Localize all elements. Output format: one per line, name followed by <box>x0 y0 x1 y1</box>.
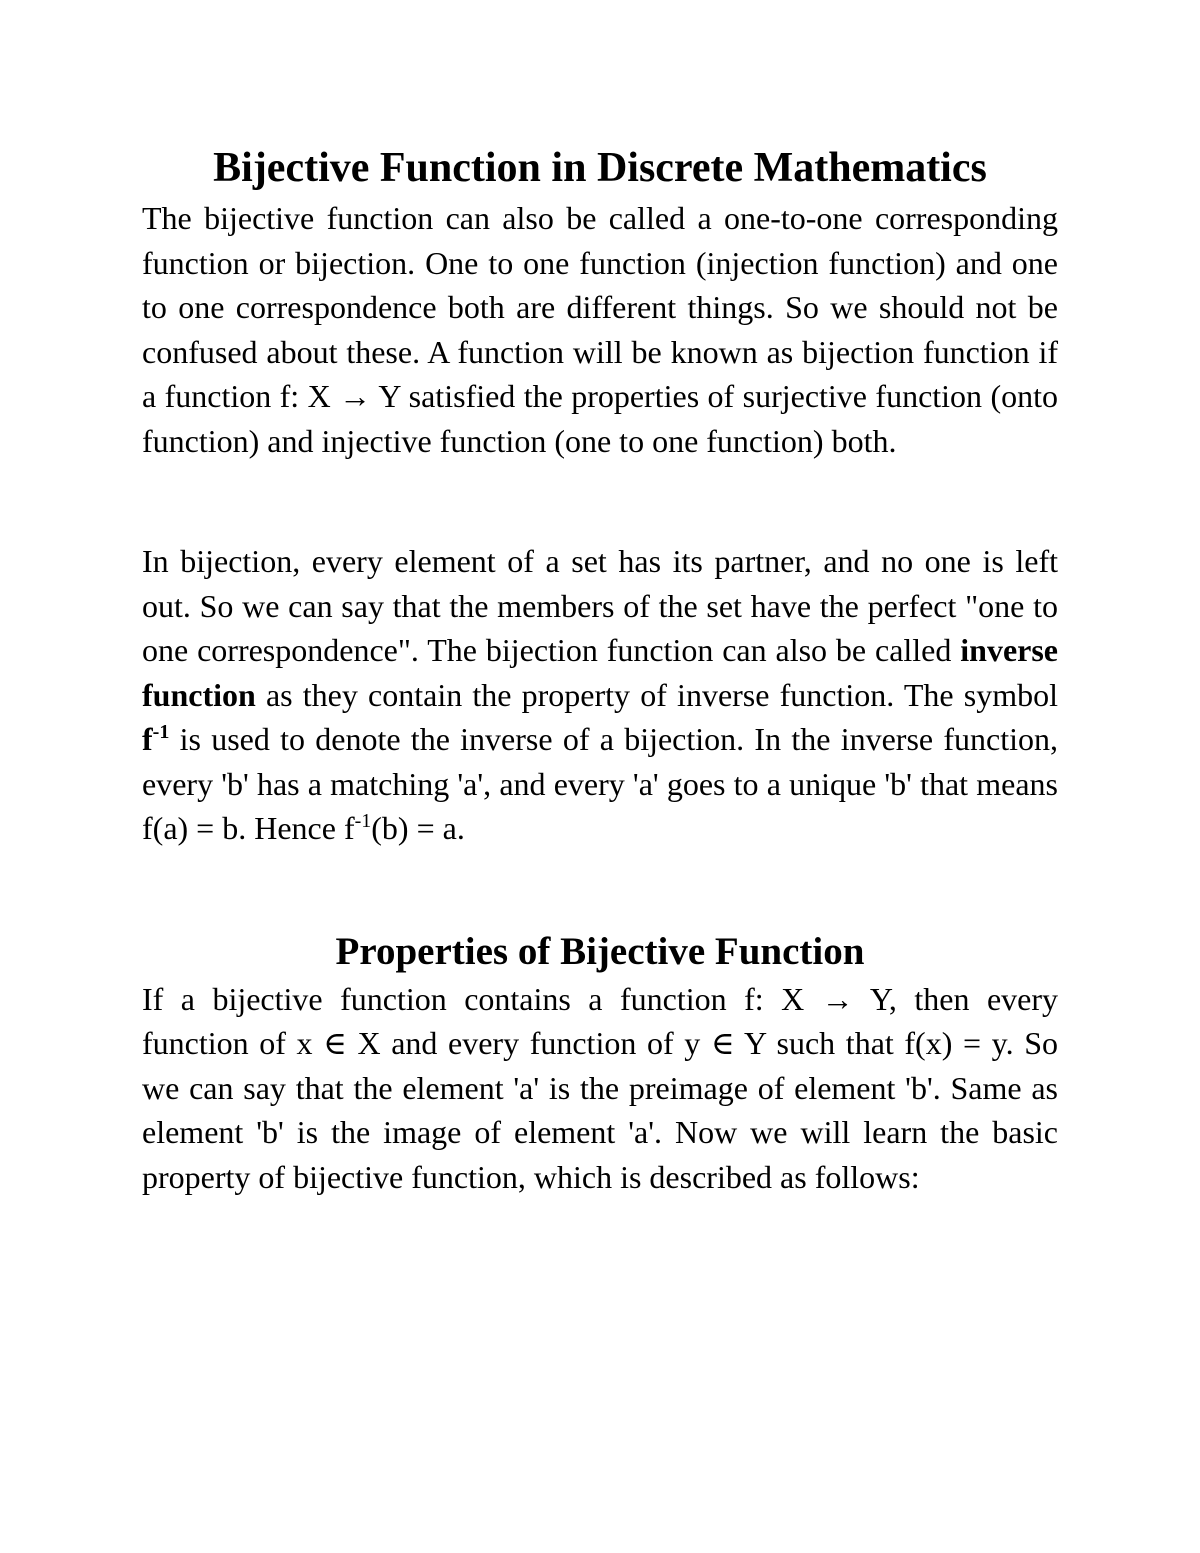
section-spacer <box>142 851 1058 927</box>
paragraph-spacer <box>142 463 1058 539</box>
inverse-symbol-f: f <box>142 721 153 757</box>
inverse-expression-tail: (b) = a. <box>371 810 465 846</box>
inverse-symbol <box>142 721 169 757</box>
bijection-text-part3: is used to denote the inverse of a bijection. In the inverse function, every 'b' has a matching 'a', and every 'a' goes to a unique 'b' that means f(a) = b. Hence <box>142 721 1058 846</box>
properties-paragraph: If a bijective function contains a function f: X → Y, then every function of x ∈ X and every function of y ∈ Y such that f(x) = y. So we can say that the element 'a' is the preimage of element 'b'. Same as element 'b' is the image of element 'a'. Now we will learn the basic property of bijective function, which is described as follows: <box>142 980 1058 1195</box>
intro-paragraph: The bijective function can also be called a one-to-one corresponding function or bijection. One to one function (injection function) and one to one correspondence both are different things. So we should not be confused about these. A function will be known as bijection function if a function f: X → Y satisfied the properties of surjective function (onto function) and injective function (one to one function) both. <box>142 200 1058 459</box>
bijection-text-part1: In bijection, every element of a set has its partner, and no one is left out. So we can say that the members of the set have the perfect "one to one correspondence". The bijection function can also be called <box>142 543 1058 668</box>
inverse-expression-superscript: -1 <box>354 810 372 832</box>
bijection-text-part2: as they contain the property of inverse function. The symbol <box>255 676 1058 713</box>
inverse-expression-f: f <box>343 810 355 846</box>
inverse-symbol-superscript: -1 <box>152 721 170 743</box>
bold-term-inverse-function: inverse function <box>142 632 1058 713</box>
section-heading: Properties of Bijective Function <box>335 929 865 973</box>
page-title: Bijective Function in Discrete Mathematics <box>213 145 987 191</box>
bijection-paragraph <box>142 539 1058 851</box>
document-content <box>142 140 1058 1199</box>
